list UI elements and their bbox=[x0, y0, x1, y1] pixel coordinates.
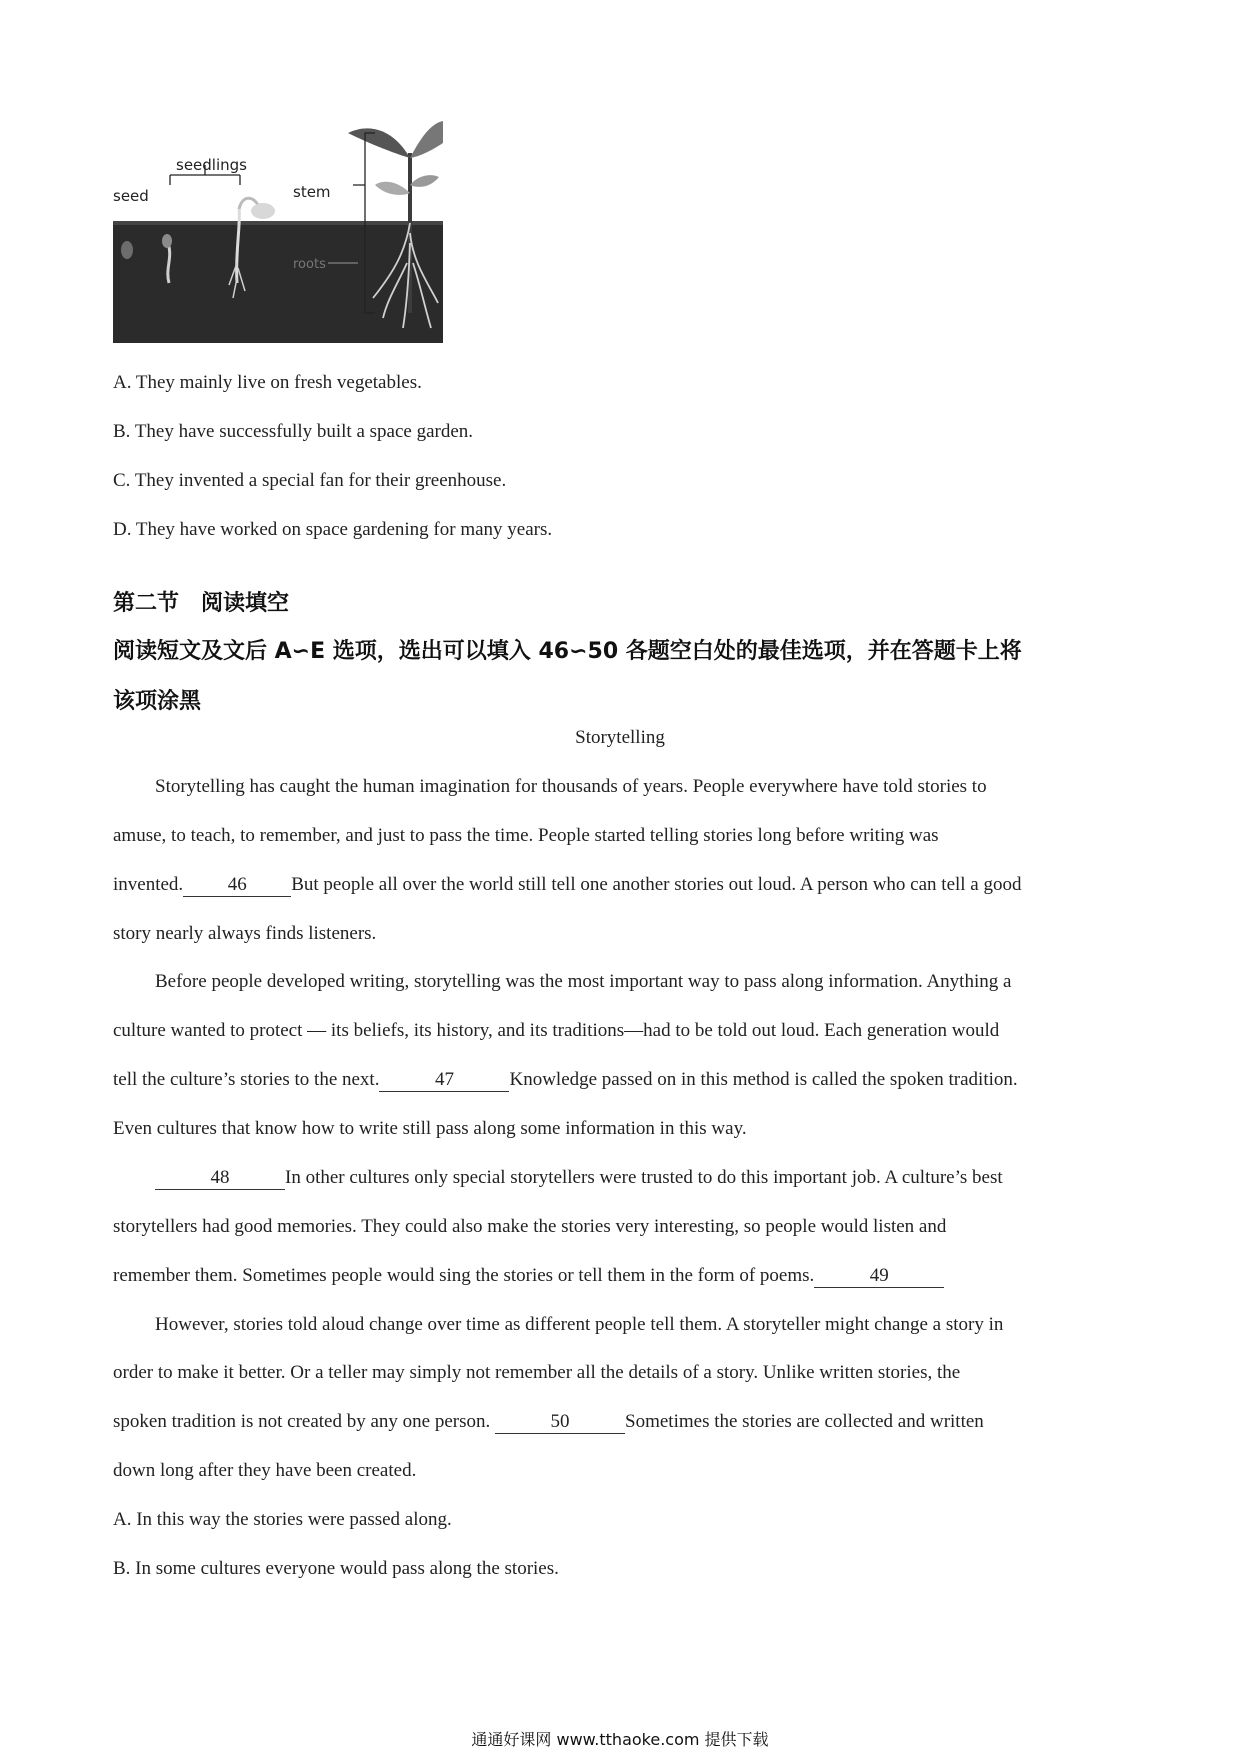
p2-line2: culture wanted to protect — its beliefs, its history, and its traditions—had to be told out loud. Each generation would bbox=[113, 1020, 1000, 1041]
blank-50: 50 bbox=[495, 1411, 625, 1434]
p4-line1: However, stories told aloud change over time as different people tell them. A storyteller might change a story in bbox=[155, 1314, 1004, 1335]
label-seedlings: seedlings bbox=[176, 156, 247, 174]
label-stem: stem bbox=[293, 183, 331, 201]
section-instruction-line1: 阅读短文及文后 A∽E 选项，选出可以填入 46∽50 各题空白处的最佳选项，并在答题卡上将 bbox=[113, 639, 1022, 664]
p1-line4: story nearly always finds listeners. bbox=[113, 923, 377, 944]
option-b: B. In some cultures everyone would pass along the stories. bbox=[113, 1558, 559, 1579]
option-a: A. In this way the stories were passed along. bbox=[113, 1509, 452, 1530]
p3-line3 bbox=[113, 1263, 944, 1289]
p1-line1: Storytelling has caught the human imagination for thousands of years. People everywhere have told stories to bbox=[155, 776, 987, 797]
blank-48: 48 bbox=[155, 1167, 285, 1190]
p2-line1: Before people developed writing, storytelling was the most important way to pass along information. Anything a bbox=[155, 971, 1012, 992]
q45-option-a: A. They mainly live on fresh vegetables. bbox=[113, 372, 422, 393]
p2-line3 bbox=[113, 1067, 1018, 1093]
passage-title: Storytelling bbox=[575, 727, 665, 748]
p4-line3 bbox=[113, 1409, 984, 1435]
p4-line2: order to make it better. Or a teller may simply not remember all the details of a story. Unlike written stories, the bbox=[113, 1362, 961, 1383]
label-seed: seed bbox=[113, 187, 149, 205]
p3-line2: storytellers had good memories. They could also make the stories very interesting, so people would listen and bbox=[113, 1216, 947, 1237]
p4-line3-start: spoken tradition is not created by any one person. bbox=[113, 1411, 491, 1432]
p2-line3-start: tell the culture’s stories to the next. bbox=[113, 1069, 380, 1090]
p3-line1-end: In other cultures only special storytellers were trusted to do this important job. A culture’s best bbox=[285, 1167, 1003, 1188]
blank-46: 46 bbox=[183, 874, 291, 897]
p2-line4: Even cultures that know how to write still pass along some information in this way. bbox=[113, 1118, 747, 1139]
plant-growth-figure bbox=[113, 113, 443, 343]
p1-line3-end: But people all over the world still tell one another stories out loud. A person who can tell a good bbox=[291, 874, 1022, 895]
blank-47: 47 bbox=[379, 1069, 509, 1092]
q45-option-c: C. They invented a special fan for their greenhouse. bbox=[113, 470, 507, 491]
p3-line1 bbox=[155, 1165, 1003, 1191]
p1-line2: amuse, to teach, to remember, and just to pass the time. People started telling stories long before writing was bbox=[113, 825, 939, 846]
p1-line3 bbox=[113, 872, 1022, 898]
label-roots: roots bbox=[293, 257, 326, 272]
section-title: 第二节 阅读填空 bbox=[113, 591, 290, 616]
p3-line3-start: remember them. Sometimes people would sing the stories or tell them in the form of poems. bbox=[113, 1265, 815, 1286]
blank-49: 49 bbox=[814, 1265, 944, 1288]
p4-line3-end: Sometimes the stories are collected and written bbox=[625, 1411, 984, 1432]
p1-line3-start: invented. bbox=[113, 874, 184, 895]
section-instruction-line2: 该项涂黑 bbox=[113, 689, 202, 714]
p2-line3-end: Knowledge passed on in this method is called the spoken tradition. bbox=[509, 1069, 1018, 1090]
footer-source: 通通好课网 www.tthaoke.com 提供下载 bbox=[471, 1730, 769, 1749]
p4-line4: down long after they have been created. bbox=[113, 1460, 417, 1481]
q45-option-b: B. They have successfully built a space garden. bbox=[113, 421, 474, 442]
q45-option-d: D. They have worked on space gardening for many years. bbox=[113, 519, 553, 540]
